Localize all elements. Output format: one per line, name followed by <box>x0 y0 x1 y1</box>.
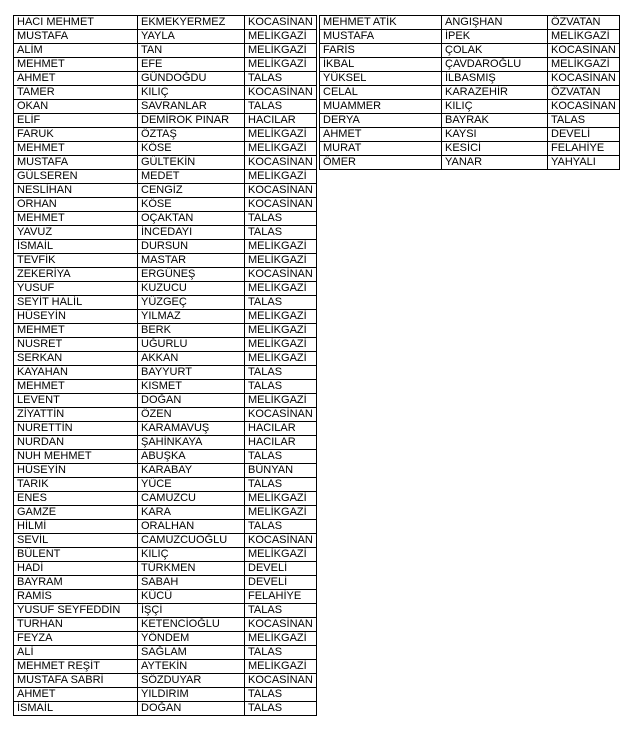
first-name-cell: OKAN <box>14 100 138 114</box>
first-name-cell: TURHAN <box>14 618 138 632</box>
district-cell: ÖZVATAN <box>548 16 620 30</box>
first-name-cell: LEVENT <box>14 394 138 408</box>
district-cell: MELİKGAZİ <box>245 58 317 72</box>
table-row <box>14 478 317 492</box>
table-row <box>14 632 317 646</box>
district-cell: MELİKGAZİ <box>245 128 317 142</box>
last-name-cell: UĞURLU <box>138 338 245 352</box>
district-cell: TALAS <box>548 114 620 128</box>
table-row <box>14 296 317 310</box>
last-name-cell: TAN <box>138 44 245 58</box>
district-cell: MELİKGAZİ <box>245 142 317 156</box>
right-table <box>319 15 620 170</box>
first-name-cell: BAYRAM <box>14 576 138 590</box>
first-name-cell: SERKAN <box>14 352 138 366</box>
last-name-cell: KARAZEHİR <box>442 86 548 100</box>
last-name-cell: GÜNDOĞDU <box>138 72 245 86</box>
last-name-cell: YAYLA <box>138 30 245 44</box>
first-name-cell: KAYAHAN <box>14 366 138 380</box>
first-name-cell: MUSTAFA <box>14 30 138 44</box>
first-name-cell: MEHMET ATİK <box>320 16 442 30</box>
table-row <box>14 422 317 436</box>
table-row <box>320 72 620 86</box>
last-name-cell: İPEK <box>442 30 548 44</box>
last-name-cell: SABAH <box>138 576 245 590</box>
last-name-cell: MEDET <box>138 170 245 184</box>
table-row <box>320 86 620 100</box>
table-row <box>320 128 620 142</box>
district-cell: TALAS <box>245 72 317 86</box>
district-cell: MELİKGAZİ <box>245 394 317 408</box>
district-cell: MELİKGAZİ <box>245 492 317 506</box>
district-cell: KOCASİNAN <box>548 72 620 86</box>
last-name-cell: YANAR <box>442 156 548 170</box>
first-name-cell: ORHAN <box>14 198 138 212</box>
first-name-cell: MEHMET <box>14 58 138 72</box>
first-name-cell: ALİ <box>14 646 138 660</box>
district-cell: KOCASİNAN <box>548 44 620 58</box>
left-table-body <box>14 16 317 716</box>
last-name-cell: AKKAN <box>138 352 245 366</box>
last-name-cell: KISMET <box>138 380 245 394</box>
first-name-cell: FEYZA <box>14 632 138 646</box>
table-row <box>14 702 317 716</box>
district-cell: TALAS <box>245 646 317 660</box>
district-cell: KOCASİNAN <box>548 100 620 114</box>
district-cell: ÖZVATAN <box>548 86 620 100</box>
last-name-cell: OÇAKTAN <box>138 212 245 226</box>
last-name-cell: İŞÇİ <box>138 604 245 618</box>
table-row <box>14 226 317 240</box>
district-cell: KOCASİNAN <box>245 184 317 198</box>
last-name-cell: ÖZEN <box>138 408 245 422</box>
table-row <box>320 142 620 156</box>
district-cell: DEVELİ <box>548 128 620 142</box>
table-row <box>320 16 620 30</box>
last-name-cell: EFE <box>138 58 245 72</box>
first-name-cell: YÜKSEL <box>320 72 442 86</box>
first-name-cell: NURDAN <box>14 436 138 450</box>
district-cell: KOCASİNAN <box>245 534 317 548</box>
first-name-cell: TARIK <box>14 478 138 492</box>
last-name-cell: CAMUZCU <box>138 492 245 506</box>
district-cell: TALAS <box>245 478 317 492</box>
last-name-cell: KARA <box>138 506 245 520</box>
last-name-cell: YÖNDEM <box>138 632 245 646</box>
district-cell: DEVELİ <box>245 562 317 576</box>
table-row <box>14 646 317 660</box>
first-name-cell: ENES <box>14 492 138 506</box>
first-name-cell: HÜSEYİN <box>14 310 138 324</box>
district-cell: TALAS <box>245 366 317 380</box>
table-row <box>14 674 317 688</box>
district-cell: MELİKGAZİ <box>245 310 317 324</box>
last-name-cell: YILMAZ <box>138 310 245 324</box>
last-name-cell: KÜCÜ <box>138 590 245 604</box>
left-table <box>13 15 317 716</box>
district-cell: KOCASİNAN <box>245 408 317 422</box>
last-name-cell: KAYSI <box>442 128 548 142</box>
district-cell: MELİKGAZİ <box>245 632 317 646</box>
district-cell: KOCASİNAN <box>245 674 317 688</box>
table-row <box>14 282 317 296</box>
district-cell: TALAS <box>245 702 317 716</box>
last-name-cell: İNCEDAYI <box>138 226 245 240</box>
table-row <box>14 394 317 408</box>
first-name-cell: AHMET <box>14 72 138 86</box>
table-row <box>14 492 317 506</box>
district-cell: MELİKGAZİ <box>548 30 620 44</box>
district-cell: TALAS <box>245 380 317 394</box>
table-row <box>14 212 317 226</box>
first-name-cell: HACI MEHMET <box>14 16 138 30</box>
last-name-cell: CAMUZCUOĞLU <box>138 534 245 548</box>
right-table-body <box>320 16 620 170</box>
last-name-cell: KARABAY <box>138 464 245 478</box>
first-name-cell: TEVFİK <box>14 254 138 268</box>
last-name-cell: KILIÇ <box>442 100 548 114</box>
first-name-cell: TAMER <box>14 86 138 100</box>
first-name-cell: ALİM <box>14 44 138 58</box>
district-cell: TALAS <box>245 520 317 534</box>
table-row <box>14 408 317 422</box>
first-name-cell: MEHMET <box>14 380 138 394</box>
last-name-cell: KILIÇ <box>138 86 245 100</box>
table-row <box>14 548 317 562</box>
table-row <box>14 240 317 254</box>
last-name-cell: ÇOLAK <box>442 44 548 58</box>
table-row <box>320 114 620 128</box>
last-name-cell: KÖSE <box>138 198 245 212</box>
table-row <box>14 114 317 128</box>
table-row <box>14 16 317 30</box>
district-cell: TALAS <box>245 226 317 240</box>
first-name-cell: ELİF <box>14 114 138 128</box>
district-cell: MELİKGAZİ <box>245 352 317 366</box>
district-cell: DEVELİ <box>245 576 317 590</box>
district-cell: HACILAR <box>245 422 317 436</box>
first-name-cell: MUSTAFA SABRİ <box>14 674 138 688</box>
first-name-cell: MUAMMER <box>320 100 442 114</box>
first-name-cell: MEHMET <box>14 212 138 226</box>
district-cell: BÜNYAN <box>245 464 317 478</box>
table-row <box>14 520 317 534</box>
first-name-cell: FARİS <box>320 44 442 58</box>
last-name-cell: GÜLTEKİN <box>138 156 245 170</box>
last-name-cell: İLBASMIŞ <box>442 72 548 86</box>
district-cell: MELİKGAZİ <box>245 254 317 268</box>
table-row <box>14 86 317 100</box>
table-row <box>14 44 317 58</box>
table-row <box>14 170 317 184</box>
last-name-cell: AYTEKİN <box>138 660 245 674</box>
district-cell: KOCASİNAN <box>245 156 317 170</box>
first-name-cell: MEHMET <box>14 324 138 338</box>
last-name-cell: SAĞLAM <box>138 646 245 660</box>
table-row <box>14 156 317 170</box>
first-name-cell: İSMAİL <box>14 240 138 254</box>
last-name-cell: ANGIŞHAN <box>442 16 548 30</box>
district-cell: MELİKGAZİ <box>245 660 317 674</box>
last-name-cell: MASTAR <box>138 254 245 268</box>
first-name-cell: MEHMET REŞİT <box>14 660 138 674</box>
table-row <box>14 380 317 394</box>
district-cell: TALAS <box>245 212 317 226</box>
district-cell: KOCASİNAN <box>245 618 317 632</box>
table-row <box>14 506 317 520</box>
table-row <box>320 44 620 58</box>
table-row <box>14 352 317 366</box>
last-name-cell: KÖSE <box>138 142 245 156</box>
first-name-cell: ÖMER <box>320 156 442 170</box>
district-cell: TALAS <box>245 688 317 702</box>
first-name-cell: CELAL <box>320 86 442 100</box>
first-name-cell: AHMET <box>14 688 138 702</box>
first-name-cell: NUH MEHMET <box>14 450 138 464</box>
first-name-cell: RAMİS <box>14 590 138 604</box>
first-name-cell: MEHMET <box>14 142 138 156</box>
district-cell: TALAS <box>245 604 317 618</box>
first-name-cell: MUSTAFA <box>14 156 138 170</box>
table-row <box>320 58 620 72</box>
last-name-cell: ÇAVDAROĞLU <box>442 58 548 72</box>
table-row <box>14 590 317 604</box>
first-name-cell: İKBAL <box>320 58 442 72</box>
district-cell: KOCASİNAN <box>245 198 317 212</box>
last-name-cell: SÖZDUYAR <box>138 674 245 688</box>
district-cell: KOCASİNAN <box>245 268 317 282</box>
district-cell: FELAHİYE <box>245 590 317 604</box>
table-row <box>14 618 317 632</box>
first-name-cell: NURETTİN <box>14 422 138 436</box>
table-row <box>14 450 317 464</box>
last-name-cell: DEMİROK PINAR <box>138 114 245 128</box>
district-cell: MELİKGAZİ <box>245 506 317 520</box>
table-row <box>14 72 317 86</box>
district-cell: MELİKGAZİ <box>548 58 620 72</box>
last-name-cell: DURSUN <box>138 240 245 254</box>
last-name-cell: ŞAHİNKAYA <box>138 436 245 450</box>
first-name-cell: HADİ <box>14 562 138 576</box>
last-name-cell: ABUŞKA <box>138 450 245 464</box>
district-cell: KOCASİNAN <box>245 86 317 100</box>
first-name-cell: SEYİT HALİL <box>14 296 138 310</box>
district-cell: FELAHİYE <box>548 142 620 156</box>
first-name-cell: AHMET <box>320 128 442 142</box>
table-row <box>14 58 317 72</box>
first-name-cell: YAVUZ <box>14 226 138 240</box>
district-cell: MELİKGAZİ <box>245 338 317 352</box>
last-name-cell: YÜZGEÇ <box>138 296 245 310</box>
last-name-cell: CENGİZ <box>138 184 245 198</box>
table-row <box>14 534 317 548</box>
first-name-cell: SEVİL <box>14 534 138 548</box>
table-row <box>14 464 317 478</box>
first-name-cell: ZİYATTİN <box>14 408 138 422</box>
table-row <box>14 576 317 590</box>
first-name-cell: DERYA <box>320 114 442 128</box>
district-cell: MELİKGAZİ <box>245 240 317 254</box>
first-name-cell: NUSRET <box>14 338 138 352</box>
last-name-cell: EKMEKYERMEZ <box>138 16 245 30</box>
table-row <box>14 324 317 338</box>
table-row <box>14 254 317 268</box>
district-cell: TALAS <box>245 100 317 114</box>
first-name-cell: HİLMİ <box>14 520 138 534</box>
last-name-cell: KESİCİ <box>442 142 548 156</box>
table-row <box>14 366 317 380</box>
last-name-cell: KILIÇ <box>138 548 245 562</box>
table-row <box>14 310 317 324</box>
table-row <box>14 268 317 282</box>
last-name-cell: BAYYURT <box>138 366 245 380</box>
district-cell: TALAS <box>245 296 317 310</box>
table-row <box>14 562 317 576</box>
last-name-cell: ORALHAN <box>138 520 245 534</box>
district-cell: MELİKGAZİ <box>245 282 317 296</box>
last-name-cell: KARAMAVUŞ <box>138 422 245 436</box>
first-name-cell: MUSTAFA <box>320 30 442 44</box>
first-name-cell: BÜLENT <box>14 548 138 562</box>
last-name-cell: BAYRAK <box>442 114 548 128</box>
first-name-cell: YUSUF <box>14 282 138 296</box>
district-cell: MELİKGAZİ <box>245 30 317 44</box>
last-name-cell: DOĞAN <box>138 702 245 716</box>
first-name-cell: FARUK <box>14 128 138 142</box>
last-name-cell: TÜRKMEN <box>138 562 245 576</box>
table-row <box>14 660 317 674</box>
district-cell: TALAS <box>245 450 317 464</box>
first-name-cell: GÜLSEREN <box>14 170 138 184</box>
last-name-cell: KUZUCU <box>138 282 245 296</box>
table-row <box>14 30 317 44</box>
table-row <box>14 604 317 618</box>
last-name-cell: KETENCİOĞLU <box>138 618 245 632</box>
table-row <box>320 30 620 44</box>
first-name-cell: ZEKERİYA <box>14 268 138 282</box>
first-name-cell: GAMZE <box>14 506 138 520</box>
district-cell: MELİKGAZİ <box>245 170 317 184</box>
last-name-cell: SAVRANLAR <box>138 100 245 114</box>
district-cell: MELİKGAZİ <box>245 324 317 338</box>
first-name-cell: İSMAİL <box>14 702 138 716</box>
last-name-cell: YÜCE <box>138 478 245 492</box>
table-row <box>14 142 317 156</box>
district-cell: KOCASİNAN <box>245 16 317 30</box>
district-cell: MELİKGAZİ <box>245 44 317 58</box>
district-cell: HACILAR <box>245 436 317 450</box>
table-row <box>14 100 317 114</box>
first-name-cell: NESLİHAN <box>14 184 138 198</box>
table-row <box>14 338 317 352</box>
last-name-cell: BERK <box>138 324 245 338</box>
table-row <box>320 156 620 170</box>
last-name-cell: YILDIRIM <box>138 688 245 702</box>
last-name-cell: ERGÜNEŞ <box>138 268 245 282</box>
table-row <box>14 184 317 198</box>
district-cell: HACILAR <box>245 114 317 128</box>
table-row <box>14 436 317 450</box>
table-row <box>14 688 317 702</box>
last-name-cell: DOĞAN <box>138 394 245 408</box>
first-name-cell: MURAT <box>320 142 442 156</box>
table-row <box>14 128 317 142</box>
table-row <box>14 198 317 212</box>
first-name-cell: HÜSEYİN <box>14 464 138 478</box>
first-name-cell: YUSUF SEYFEDDİN <box>14 604 138 618</box>
table-row <box>320 100 620 114</box>
district-cell: MELİKGAZİ <box>245 548 317 562</box>
last-name-cell: ÖZTAŞ <box>138 128 245 142</box>
district-cell: YAHYALI <box>548 156 620 170</box>
